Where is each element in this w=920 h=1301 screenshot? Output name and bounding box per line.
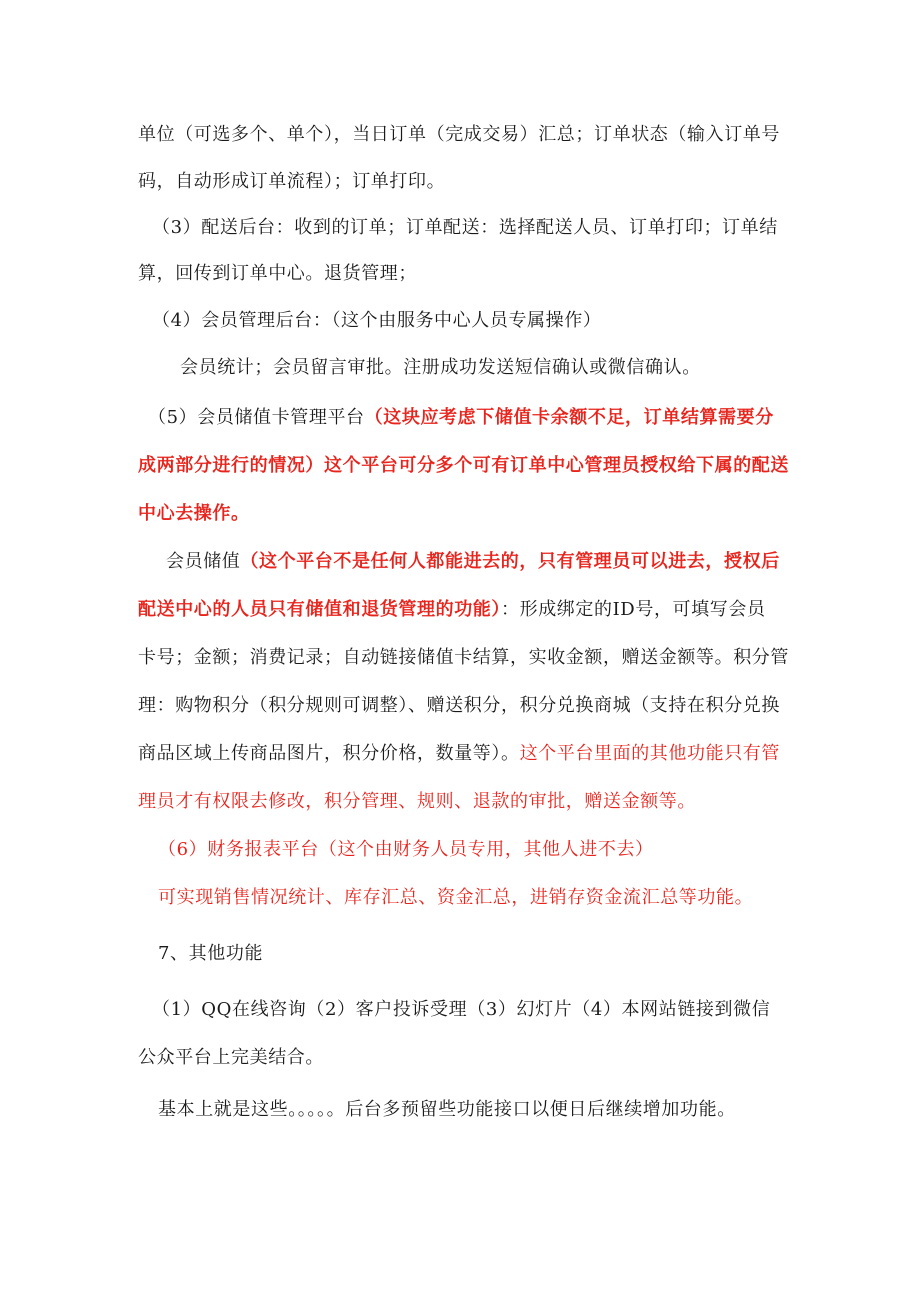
text-span: （3）配送后台：收到的订单；订单配送：选择配送人员、订单打印；订单结 [152, 217, 778, 238]
text-span: 理：购物积分（积分规则可调整）、赠送积分，积分兑换商城（支持在积分兑换 [138, 695, 780, 716]
paragraph-line [138, 170, 445, 194]
text-span: ：形成绑定的ID号，可填写会员 [501, 599, 766, 620]
paragraph-line [138, 598, 766, 622]
paragraph-line [152, 309, 601, 333]
highlight-text: 配送中心的人员只有储值和退货管理的功能） [138, 599, 501, 620]
text-span: （5）会员储值卡管理平台 [148, 407, 365, 428]
text-span: 商品区域上传商品图片，积分价格，数量等）。 [138, 743, 520, 764]
paragraph-line [138, 502, 250, 526]
text-span: （4）会员管理后台：（这个由服务中心人员专属操作） [152, 310, 602, 331]
section-heading [158, 942, 263, 966]
text-span: 7、其他功能 [158, 943, 264, 964]
paragraph-line [158, 886, 753, 910]
text-span: 码，自动形成订单流程）；订单打印。 [138, 171, 446, 192]
red-text: 可实现销售情况统计、库存汇总、资金汇总，进销存资金流汇总等功能。 [158, 887, 754, 908]
paragraph-line [138, 694, 780, 718]
paragraph-line [138, 123, 780, 147]
paragraph-line [152, 998, 770, 1022]
text-span: （1）QQ在线咨询（2）客户投诉受理（3）幻灯片（4）本网站链接到微信 [152, 999, 771, 1020]
text-span: 算，回传到订单中心。退货管理； [138, 263, 417, 284]
text-span: 会员储值 [166, 551, 241, 572]
highlight-text: 成两部分进行的情况）这个平台可分多个可有订单中心管理员授权给下属的配送 [138, 455, 789, 476]
paragraph-line [180, 356, 701, 380]
text-span: 会员统计；会员留言审批。注册成功发送短信确认或微信确认。 [180, 357, 701, 378]
red-text: 理员才有权限去修改，积分管理、规则、退款的审批，赠送金额等。 [138, 791, 696, 812]
paragraph-line [138, 790, 696, 814]
highlight-text: （这个平台不是任何人都能进去的，只有管理员可以进去，授权后 [240, 551, 780, 572]
paragraph-line [152, 216, 778, 240]
red-text: 这个平台里面的其他功能只有管 [519, 743, 781, 764]
text-span: 单位（可选多个、单个），当日订单（完成交易）汇总；订单状态（输入订单号 [138, 124, 780, 145]
paragraph-line [148, 406, 774, 430]
paragraph-line [158, 838, 654, 862]
paragraph-line [166, 550, 780, 574]
paragraph-line [138, 742, 780, 766]
paragraph-line [138, 646, 789, 670]
highlight-text: （这块应考虑下储值卡余额不足，订单结算需要分 [364, 407, 774, 428]
red-text: （6）财务报表平台（这个由财务人员专用，其他人进不去） [158, 839, 654, 860]
paragraph-line [138, 1046, 324, 1070]
paragraph-line [158, 1098, 736, 1122]
text-span: 基本上就是这些。。。。。后台多预留些功能接口以便日后继续增加功能。 [158, 1099, 736, 1120]
paragraph-line [138, 262, 417, 286]
highlight-text: 中心去操作。 [138, 503, 250, 524]
paragraph-line [138, 454, 789, 478]
text-span: 卡号；金额；消费记录；自动链接储值卡结算，实收金额，赠送金额等。积分管 [138, 647, 789, 668]
text-span: 公众平台上完美结合。 [138, 1047, 324, 1068]
